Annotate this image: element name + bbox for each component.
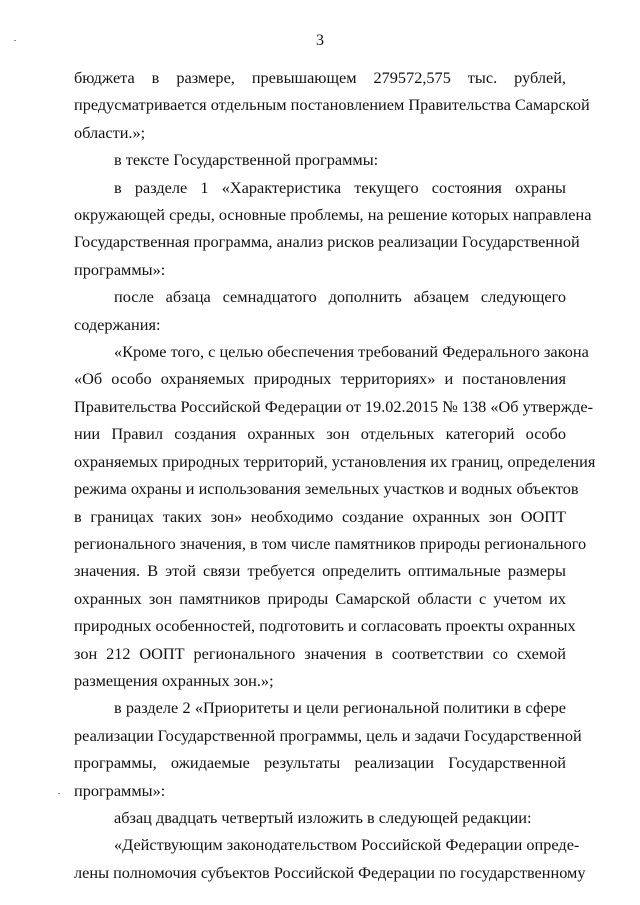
paragraph	[74, 804, 566, 831]
text-line: зон 212 ООПТ регионального значения в соответствии со схемой	[74, 643, 566, 663]
text-line: окружающей среды, основные проблемы, на решение которых направлена	[74, 205, 592, 225]
text-line: охраняемых природных территорий, установления их границ, определения	[74, 451, 596, 471]
text-line: содержания:	[74, 314, 161, 334]
paragraph	[74, 283, 566, 338]
text-line: природных особенностей, подготовить и согласовать проекты охранных	[74, 616, 576, 636]
text-line: регионального значения, в том числе памятников природы регионального	[74, 533, 587, 553]
text-line: реализации Государственной программы, цель и задачи Государственной	[74, 725, 582, 745]
paragraph	[74, 174, 592, 284]
text-line: значения. В этой связи требуется определить оптимальные размеры	[74, 561, 566, 581]
text-line: «Об особо охраняемых природных территориях» и постановления	[74, 369, 566, 389]
text-line: «Кроме того, с целью обеспечения требований Федерального закона	[114, 342, 589, 362]
paragraph	[74, 694, 582, 804]
page-number: 3	[316, 32, 324, 49]
paragraph	[74, 338, 596, 694]
paragraph	[74, 64, 590, 146]
paragraph	[74, 146, 566, 173]
text-line: режима охраны и использования земельных участков и водных объектов	[74, 479, 579, 499]
text-line: абзац двадцать четвертый изложить в следующей редакции:	[114, 807, 532, 827]
text-line: бюджета в размере, превышающем 279572,575 тыс. рублей,	[74, 68, 566, 87]
text-line: Государственная программа, анализ рисков реализации Государственной	[74, 232, 580, 252]
text-line: в разделе 1 «Характеристика текущего состояния охраны	[114, 177, 566, 197]
text-line: предусматривается отдельным постановлением Правительства Самарской	[74, 95, 590, 115]
text-line: в разделе 2 «Приоритеты и цели региональной политики в сфере	[114, 698, 566, 718]
paragraph	[74, 831, 586, 886]
text-line: размещения охранных зон.»;	[74, 670, 274, 690]
text-line: программы»:	[74, 259, 166, 279]
text-line: программы»:	[74, 780, 166, 800]
scan-speck	[58, 793, 60, 794]
text-line: области.»;	[74, 122, 146, 142]
text-line: «Действующим законодательством Российской Федерации опреде-	[114, 835, 580, 855]
scan-speck	[14, 40, 16, 41]
text-line: в тексте Государственной программы:	[114, 150, 379, 170]
text-line: в границах таких зон» необходимо создание охранных зон ООПТ	[74, 506, 566, 526]
text-line: лены полномочия субъектов Российской Федерации по государственному	[74, 862, 586, 882]
text-line: нии Правил создания охранных зон отдельных категорий особо	[74, 424, 566, 444]
text-line: Правительства Российской Федерации от 19.02.2015 № 138 «Об утвержде-	[74, 396, 593, 416]
document-body	[74, 64, 596, 886]
text-line: после абзаца семнадцатого дополнить абзацем следующего	[114, 287, 566, 307]
text-line: программы, ожидаемые результаты реализации Государственной	[74, 753, 566, 773]
text-line: охранных зон памятников природы Самарской области с учетом их	[74, 588, 566, 608]
